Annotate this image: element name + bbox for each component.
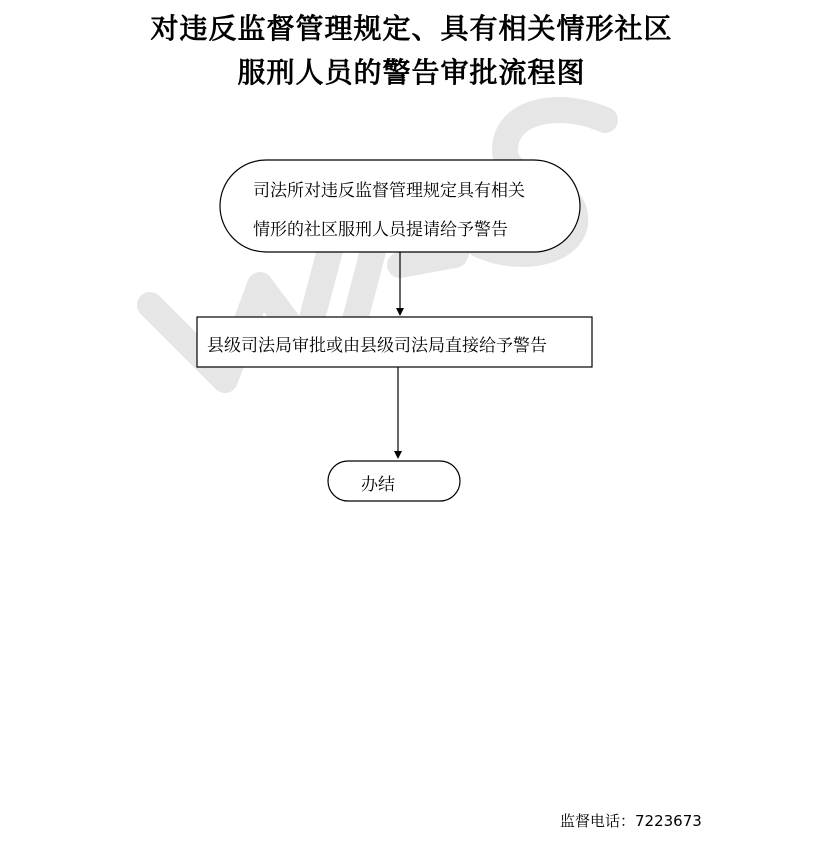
page-title-line1: 对违反监督管理规定、具有相关情形社区 xyxy=(150,12,673,45)
end-node-text: 办结 xyxy=(361,475,395,495)
start-node-text-line1: 司法所对违反监督管理规定具有相关 xyxy=(253,181,525,201)
page-title-line2: 服刑人员的警告审批流程图 xyxy=(237,56,586,89)
start-node-text-line2: 情形的社区服刑人员提请给予警告 xyxy=(253,220,508,240)
supervision-phone: 监督电话：7223673 xyxy=(560,812,702,830)
approve-node-text: 县级司法局审批或由县级司法局直接给予警告 xyxy=(207,336,547,356)
